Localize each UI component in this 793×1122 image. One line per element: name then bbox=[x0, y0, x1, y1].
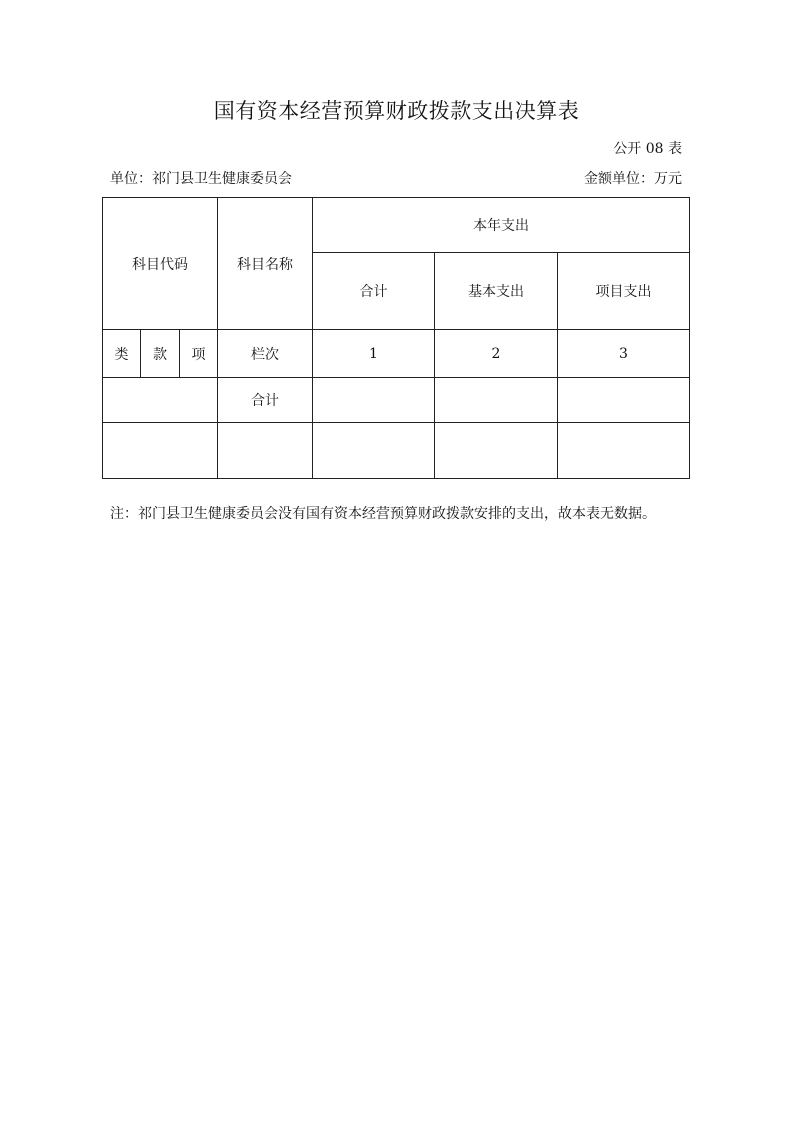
empty-name-cell bbox=[218, 423, 313, 479]
empty-basic-cell bbox=[435, 423, 558, 479]
reporting-unit: 单位：祁门县卫生健康委员会 bbox=[110, 171, 292, 187]
current-year-expenditure-header: 本年支出 bbox=[313, 198, 690, 253]
project-expenditure-header: 项目支出 bbox=[558, 253, 690, 330]
empty-data-row bbox=[103, 423, 690, 479]
empty-total-cell bbox=[313, 423, 435, 479]
total-row-label: 合计 bbox=[218, 378, 313, 423]
subject-code-header: 科目代码 bbox=[103, 198, 218, 330]
total-row-basic-cell bbox=[435, 378, 558, 423]
index-1-cell: 1 bbox=[313, 330, 435, 378]
page-title: 国有资本经营预算财政拨款支出决算表 bbox=[213, 99, 580, 123]
form-number: 公开 08 表 bbox=[613, 141, 682, 157]
code-item-cell: 项 bbox=[180, 330, 218, 378]
code-class-cell: 类 bbox=[103, 330, 141, 378]
row-index-label: 栏次 bbox=[218, 330, 313, 378]
header-row-1 bbox=[103, 198, 690, 253]
index-row bbox=[103, 330, 690, 378]
subject-name-header: 科目名称 bbox=[218, 198, 313, 330]
total-row bbox=[103, 378, 690, 423]
empty-code-cell bbox=[103, 423, 218, 479]
code-section-cell: 款 bbox=[141, 330, 180, 378]
expenditure-table bbox=[102, 197, 690, 479]
amount-unit: 金额单位：万元 bbox=[584, 171, 682, 187]
index-3-cell: 3 bbox=[558, 330, 690, 378]
total-row-total-cell bbox=[313, 378, 435, 423]
index-2-cell: 2 bbox=[435, 330, 558, 378]
empty-project-cell bbox=[558, 423, 690, 479]
total-column-header: 合计 bbox=[313, 253, 435, 330]
table-note: 注：祁门县卫生健康委员会没有国有资本经营预算财政拨款安排的支出，故本表无数据。 bbox=[110, 506, 656, 522]
total-row-project-cell bbox=[558, 378, 690, 423]
total-row-code-cell bbox=[103, 378, 218, 423]
basic-expenditure-header: 基本支出 bbox=[435, 253, 558, 330]
